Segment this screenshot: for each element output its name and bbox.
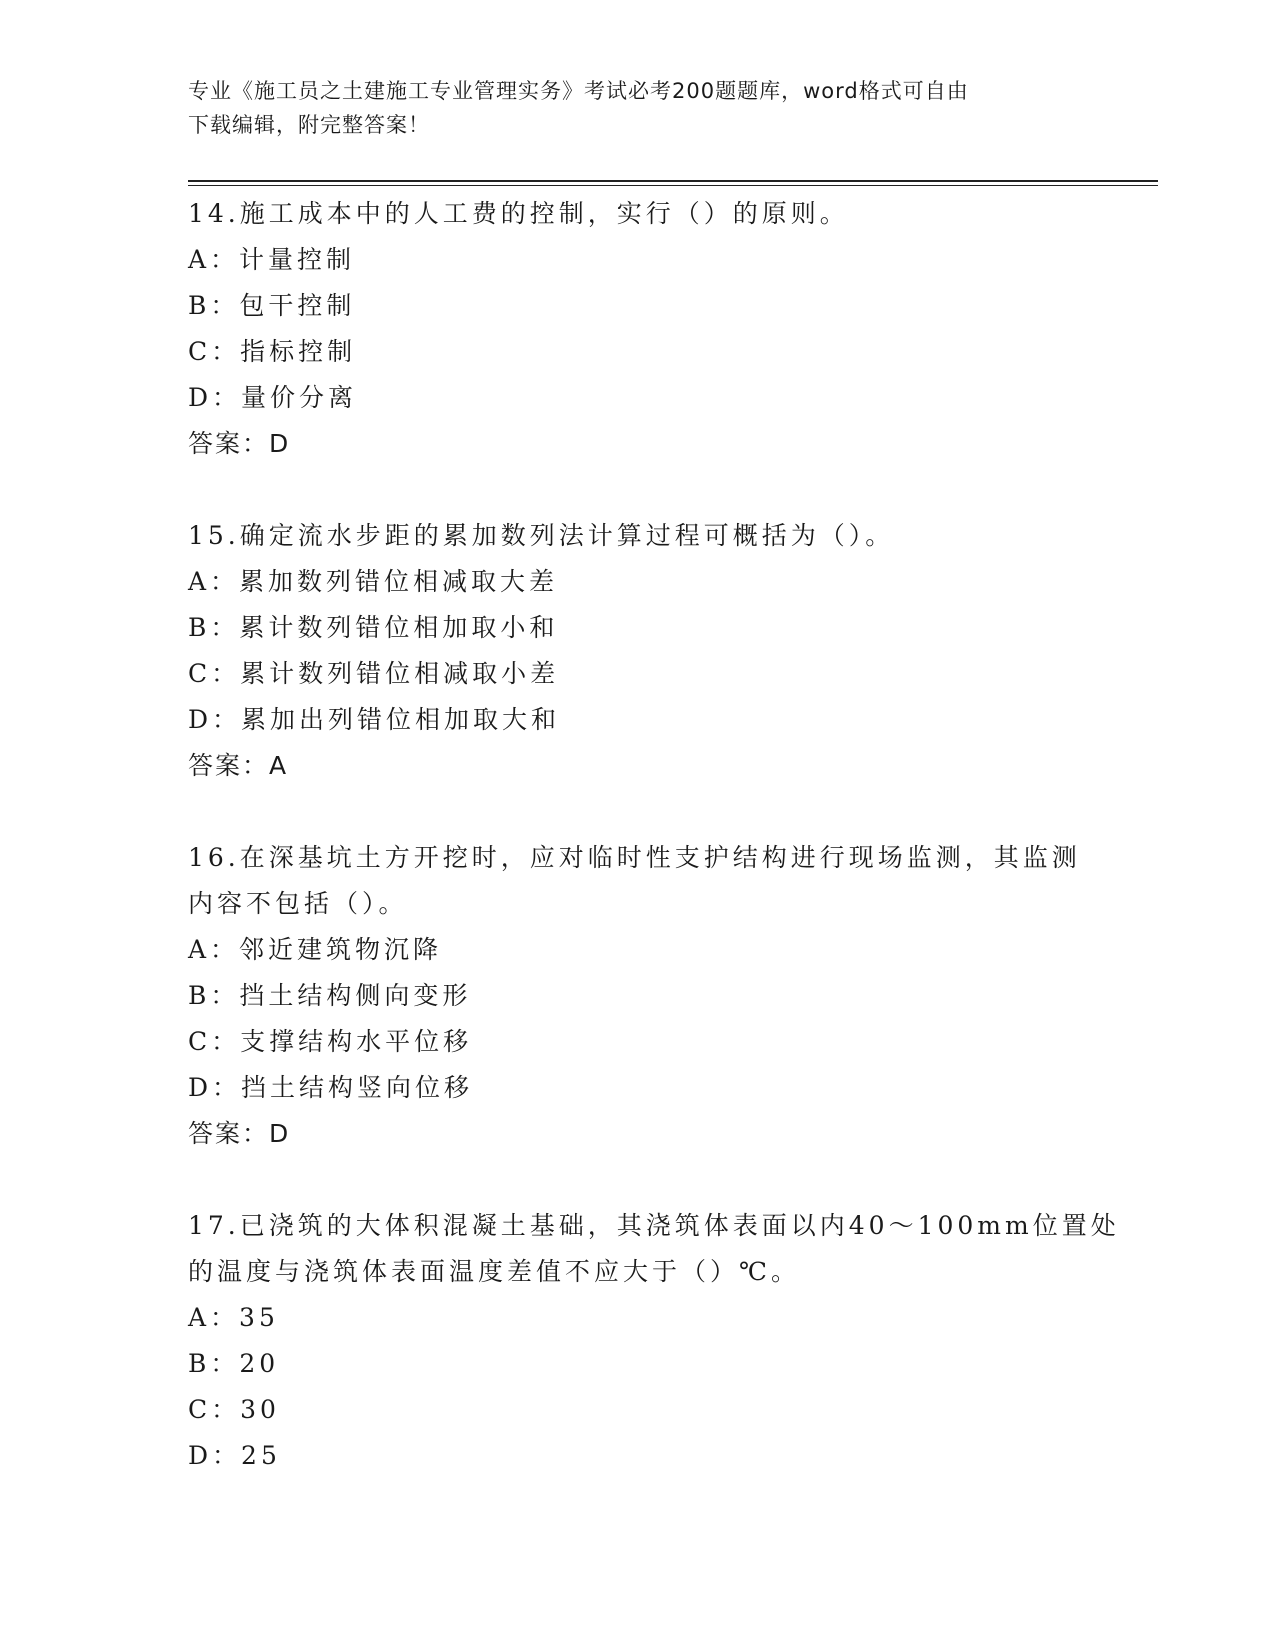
document-header	[188, 74, 1088, 142]
option-b: B：20	[188, 1349, 280, 1378]
option-d: D：25	[188, 1441, 281, 1470]
header-divider	[188, 180, 1158, 186]
question-15	[188, 513, 1088, 789]
spacer	[188, 467, 1088, 513]
answer: 答案：D	[188, 429, 291, 458]
header-line-2: 下载编辑，附完整答案！	[188, 113, 430, 137]
spacer	[188, 789, 1088, 835]
question-stem: 16.在深基坑土方开挖时，应对临时性支护结构进行现场监测，其监测	[188, 843, 1081, 872]
question-16	[188, 835, 1088, 1157]
option-c: C：累计数列错位相减取小差	[188, 659, 560, 688]
option-a: A：邻近建筑物沉降	[188, 935, 443, 964]
question-stem-continued: 的温度与浇筑体表面温度差值不应大于（）℃。	[188, 1257, 800, 1286]
option-d: D：挡土结构竖向位移	[188, 1073, 474, 1102]
option-a: A：35	[188, 1303, 279, 1332]
option-c: C：支撑结构水平位移	[188, 1027, 473, 1056]
option-c: C：30	[188, 1395, 280, 1424]
question-stem: 14.施工成本中的人工费的控制，实行（）的原则。	[188, 199, 849, 228]
option-d: D：累加出列错位相加取大和	[188, 705, 561, 734]
option-c: C：指标控制	[188, 337, 357, 366]
option-a: A：计量控制	[188, 245, 356, 274]
option-d: D：量价分离	[188, 383, 358, 412]
spacer	[188, 1157, 1088, 1203]
question-stem-continued: 内容不包括（）。	[188, 889, 408, 918]
option-b: B：包干控制	[188, 291, 356, 320]
question-17	[188, 1203, 1120, 1479]
question-stem: 17.已浇筑的大体积混凝土基础，其浇筑体表面以内40～100mm位置处	[188, 1211, 1120, 1240]
option-b: B：挡土结构侧向变形	[188, 981, 472, 1010]
answer: 答案：D	[188, 1119, 291, 1148]
question-14	[188, 191, 1088, 467]
question-stem: 15.确定流水步距的累加数列法计算过程可概括为（）。	[188, 521, 895, 550]
option-a: A：累加数列错位相减取大差	[188, 567, 559, 596]
option-b: B：累计数列错位相加取小和	[188, 613, 559, 642]
answer: 答案：A	[188, 751, 289, 780]
header-line-1: 专业《施工员之土建施工专业管理实务》考试必考200题题库，word格式可自由	[188, 79, 969, 103]
question-list	[188, 191, 1120, 1479]
